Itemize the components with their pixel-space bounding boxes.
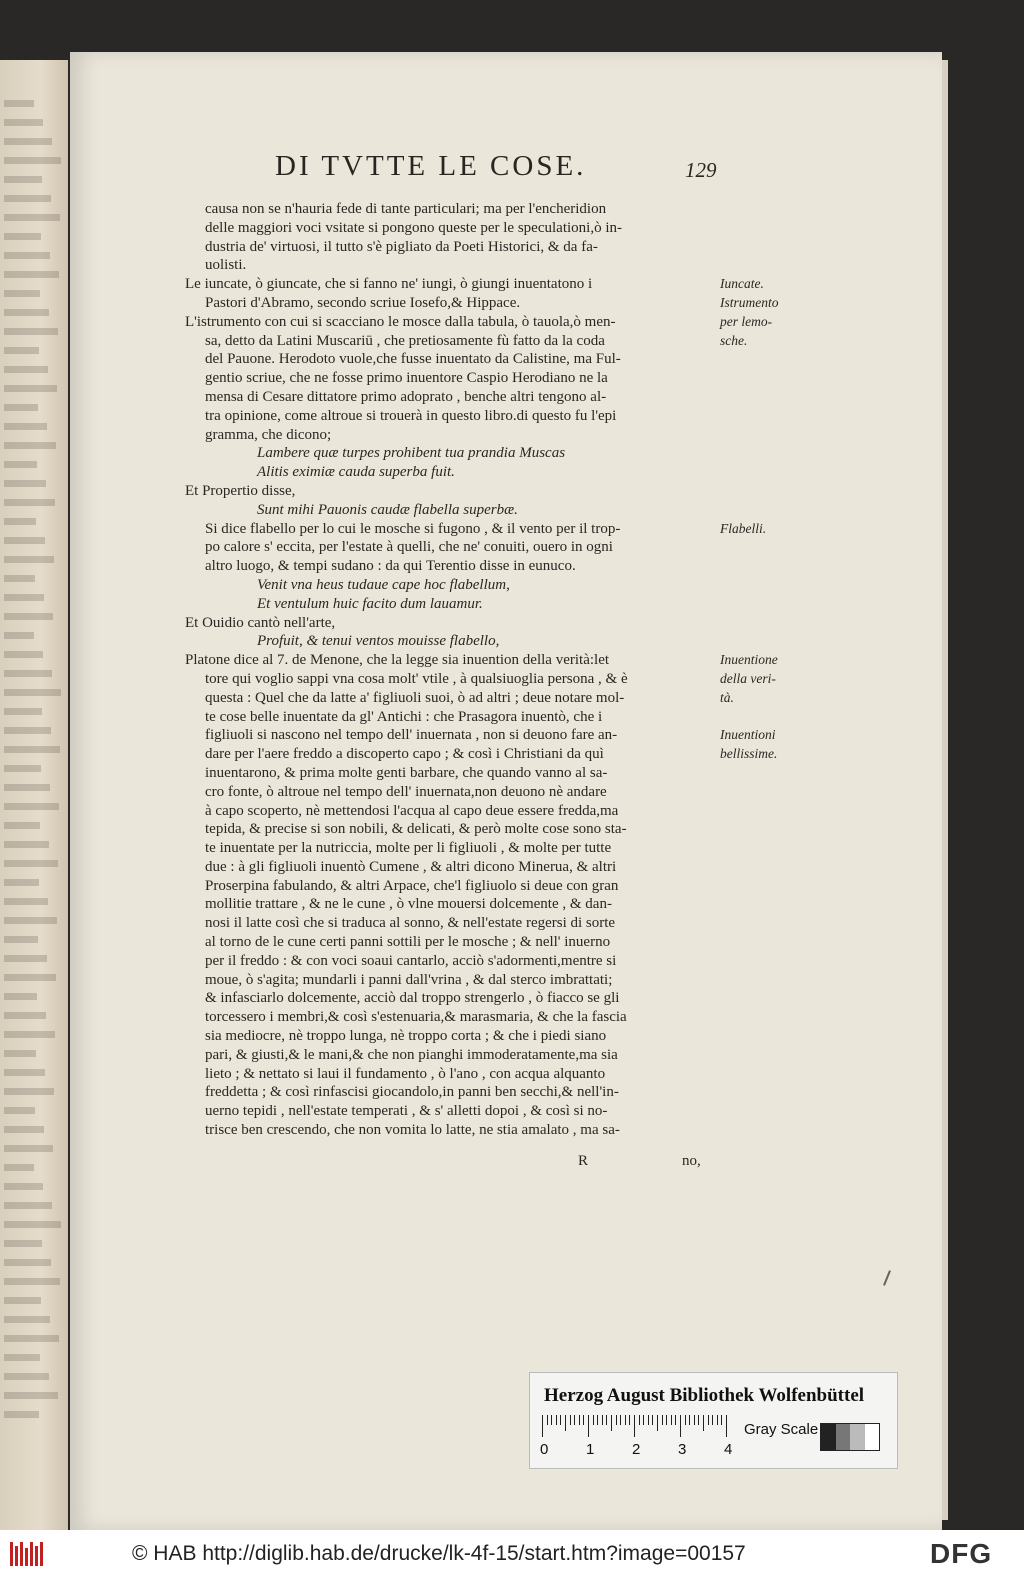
ghost-text-line	[4, 784, 50, 791]
ghost-text-line	[4, 195, 51, 202]
scale-tick	[717, 1415, 718, 1425]
scale-tick	[583, 1415, 584, 1425]
scale-tick	[671, 1415, 672, 1425]
text-line: tepida, & precise si son nobili, & delicati, & però molte cose sono sta-	[205, 821, 627, 838]
scale-tick	[593, 1415, 594, 1425]
text-line: delle maggiori voci vsitate si pongono queste per le speculationi,ò in-	[205, 219, 622, 236]
ghost-text-line	[4, 1012, 46, 1019]
ghost-text-line	[4, 1031, 55, 1038]
scale-tick	[597, 1415, 598, 1425]
ghost-text-line	[4, 1259, 51, 1266]
text-line: tra opinione, come altroue si trouerà in questo libro.di questo fu l'epi	[205, 407, 617, 424]
ghost-text-line	[4, 423, 47, 430]
scale-tick	[602, 1415, 603, 1425]
text-line: uerno tepidi , nell'estate temperati , & s' alletti dopoi , & così si no-	[205, 1103, 608, 1120]
scale-tick	[675, 1415, 676, 1425]
scale-tick	[616, 1415, 617, 1425]
scale-tick	[634, 1415, 635, 1437]
text-line: dare per l'aere freddo a discoperto capo ; & così i Christiani da quì	[205, 746, 604, 763]
margin-note-line: Inuentione	[720, 652, 778, 668]
text-line: te inuentate per la nutriccia, molte per li figliuoli , & molte per tutte	[205, 840, 612, 857]
ghost-text-line	[4, 1392, 58, 1399]
text-line: torcessero i membri,& così s'estenuaria,& marasmaria, & che la fascia	[205, 1009, 627, 1026]
text-line: sia mediocre, nè troppo lunga, nè troppo corta ; & che i piedi siano	[205, 1028, 607, 1045]
ghost-text-line	[4, 556, 54, 563]
signature-mark: R	[578, 1153, 589, 1169]
scale-number: 0	[540, 1441, 549, 1458]
ghost-text-line	[4, 689, 61, 696]
page-number: 129	[685, 158, 717, 182]
running-head: DI TVTTE LE COSE.	[275, 150, 587, 182]
text-line: inuentarono, & prima molte genti barbare, che quando vanno al sa-	[205, 764, 608, 781]
margin-note	[720, 726, 820, 764]
ghost-text-line	[4, 1069, 45, 1076]
ghost-text-line	[4, 1088, 54, 1095]
hab-logo-icon	[10, 1540, 46, 1568]
scale-tick	[680, 1415, 681, 1437]
text-line: Sunt mihi Pauonis caudæ flabella superbæ.	[257, 501, 518, 518]
scale-tick	[542, 1415, 543, 1437]
ghost-text-line	[4, 119, 43, 126]
ghost-text-line	[4, 1145, 53, 1152]
ghost-text-line	[4, 1183, 43, 1190]
ghost-text-line	[4, 708, 42, 715]
scale-number: 1	[586, 1441, 595, 1458]
text-line: al torno de le cune certi panni sottili per le mosche ; & nell' inuerno	[205, 934, 611, 951]
ghost-text-line	[4, 138, 52, 145]
margin-note	[720, 520, 820, 539]
scale-tick	[547, 1415, 548, 1425]
text-line: uolisti.	[205, 257, 247, 274]
ghost-text-line	[4, 480, 46, 487]
margin-note	[720, 275, 820, 294]
margin-note	[720, 294, 820, 350]
dfg-logo: DFG	[930, 1538, 993, 1569]
margin-note-line: Inuentioni	[720, 727, 776, 743]
scale-tick	[579, 1415, 580, 1425]
ghost-text-line	[4, 632, 34, 639]
gray-scale-swatches	[820, 1423, 880, 1451]
ghost-text-line	[4, 271, 59, 278]
text-line: L'istrumento con cui si scacciano le mosce dalla tabula, ò tauola,ò men-	[185, 313, 616, 330]
text-line: tore qui voglio sappi vna cosa molt' vtile , à qualsiuoglia persona , & è	[205, 670, 628, 687]
ghost-text-line	[4, 1411, 39, 1418]
text-line: mollitie trattare , & ne le cune , ò vlne mouersi dolcemente , & dan-	[205, 896, 612, 913]
text-line: Venit vna heus tudaue cape hoc flabellum,	[257, 576, 510, 593]
scale-tick	[643, 1415, 644, 1425]
ghost-text-line	[4, 841, 49, 848]
text-line: & infasciarlo dolcemente, acciò dal troppo strengerlo , ò fiacco se gli	[205, 990, 620, 1007]
ghost-text-line	[4, 1278, 60, 1285]
scale-tick	[698, 1415, 699, 1425]
footer-bar	[0, 1530, 1024, 1579]
ghost-text-line	[4, 860, 58, 867]
scale-tick	[712, 1415, 713, 1425]
text-line: del Pauone. Herodoto vuole,che fusse inuentato da Calistine, ma Ful-	[205, 351, 621, 368]
scale-tick	[611, 1415, 612, 1431]
scale-number: 4	[724, 1441, 733, 1458]
ghost-text-line	[4, 917, 57, 924]
text-line: Si dice flabello per lo cui le mosche si fugono , & il vento per il trop-	[205, 520, 621, 537]
scale-tick	[551, 1415, 552, 1425]
scale-tick	[560, 1415, 561, 1425]
margin-note-line: Istrumento	[720, 295, 779, 310]
ghost-text-line	[4, 309, 49, 316]
margin-note-line: Iuncate.	[720, 276, 764, 292]
scale-tick	[565, 1415, 566, 1431]
ghost-text-line	[4, 898, 48, 905]
scale-tick	[703, 1415, 704, 1431]
ghost-text-line	[4, 157, 61, 164]
scale-tick	[657, 1415, 658, 1431]
measurement-scale	[542, 1413, 732, 1439]
text-line: cro fonte, ò altroue nel tempo dell' inuernata,non deuono nè andare	[205, 783, 607, 800]
scale-tick	[666, 1415, 667, 1425]
scale-tick	[556, 1415, 557, 1425]
text-line: Et ventulum huic facito dum lauamur.	[257, 595, 483, 612]
ghost-text-line	[4, 936, 38, 943]
library-name: Herzog August Bibliothek Wolfenbüttel	[544, 1385, 865, 1406]
gray-swatch	[850, 1424, 865, 1450]
margin-note	[720, 651, 820, 707]
text-line: te cose belle inuentate da gl' Antichi : che Prasagora inuentò, che i	[205, 708, 603, 725]
scale-tick	[629, 1415, 630, 1425]
ghost-text-line	[4, 575, 35, 582]
ghost-text-line	[4, 1202, 52, 1209]
ghost-text-line	[4, 670, 52, 677]
ghost-text-line	[4, 727, 51, 734]
scale-tick	[639, 1415, 640, 1425]
ghost-text-line	[4, 233, 41, 240]
ghost-text-line	[4, 1373, 49, 1380]
scale-tick	[689, 1415, 690, 1425]
ghost-text-line	[4, 499, 55, 506]
scale-tick	[620, 1415, 621, 1425]
scale-tick	[721, 1415, 722, 1425]
adjacent-page	[0, 60, 68, 1530]
library-color-scale-stamp	[529, 1372, 898, 1469]
text-line: gramma, che dicono;	[205, 426, 332, 443]
ghost-text-line	[4, 461, 37, 468]
ghost-text-line	[4, 803, 59, 810]
text-line: figliuoli si nascono nel tempo dell' inuernata , non si deuono fare an-	[205, 727, 618, 744]
ghost-text-line	[4, 1050, 36, 1057]
text-line: à capo scoperto, nè mettendosi l'acqua al capo deue essere fredda,ma	[205, 802, 619, 819]
scale-tick	[625, 1415, 626, 1425]
margin-note-line: Flabelli.	[720, 520, 767, 536]
scale-number: 3	[678, 1441, 687, 1458]
scale-tick	[648, 1415, 649, 1425]
text-line: gentio scriue, che ne fosse primo inuentore Caspio Herodiano ne la	[205, 370, 608, 387]
ghost-text-line	[4, 290, 40, 297]
scale-tick	[588, 1415, 589, 1437]
ghost-text-line	[4, 328, 58, 335]
text-line: Proserpina fabulando, & altri Arpace, che'l figliuolo si deue con gran	[205, 877, 619, 894]
ghost-text-line	[4, 176, 42, 183]
ghost-text-line	[4, 100, 34, 107]
text-line: Lambere quæ turpes prohibent tua prandia Muscas	[257, 445, 566, 462]
text-line: po calore s' eccita, per l'estate à quelli, che ne' conuiti, ouero in ogni	[205, 539, 613, 556]
text-line: questa : Quel che da latte a' figliuoli suoi, ò ad altri ; deue notare mol-	[205, 689, 625, 706]
ghost-text-line	[4, 974, 56, 981]
ghost-text-line	[4, 214, 60, 221]
scale-tick	[652, 1415, 653, 1425]
text-line: Et Ouidio cantò nell'arte,	[185, 614, 336, 631]
ghost-text-line	[4, 1107, 35, 1114]
text-line: per il freddo : & con voci soaui cantarlo, acciò s'adormenti,mentre si	[205, 952, 617, 969]
ghost-text-line	[4, 765, 41, 772]
ghost-text-line	[4, 1335, 59, 1342]
scale-tick	[708, 1415, 709, 1425]
scale-number: 2	[632, 1441, 641, 1458]
text-line: due : à gli figliuoli inuentò Cumene , & altri dicono Minerua, & altri	[205, 858, 617, 875]
scale-tick	[574, 1415, 575, 1425]
text-line: Profuit, & tenui ventos mouisse flabello,	[257, 633, 500, 650]
ghost-text-line	[4, 385, 57, 392]
catchword: no,	[682, 1153, 701, 1169]
ghost-text-line	[4, 1240, 42, 1247]
scale-tick	[694, 1415, 695, 1425]
text-line: moue, ò s'agita; mundarli i panni dall'vrina , & dal sterco imbrattati;	[205, 971, 613, 988]
copyright-url[interactable]: © HAB http://diglib.hab.de/drucke/lk-4f-15/start.htm?image=00157	[132, 1542, 746, 1565]
text-line: altro luogo, & tempi sudano : da qui Terentio disse in eunuco.	[205, 558, 576, 575]
text-line: trisce ben crescendo, che non vomita lo latte, ne stia amalato , ma sa-	[205, 1122, 620, 1139]
scale-tick	[570, 1415, 571, 1425]
ghost-text-line	[4, 746, 60, 753]
text-line: Et Propertio disse,	[185, 482, 296, 499]
text-line: lieto ; & nettato si laui il fundamento , ò l'ano , con acqua alquanto	[205, 1065, 606, 1082]
ghost-text-line	[4, 518, 36, 525]
ghost-text-line	[4, 1126, 44, 1133]
text-line: Le iuncate, ò giuncate, che si fanno ne' iungi, ò giungi inuentatono i	[185, 276, 593, 293]
text-line: Platone dice al 7. de Menone, che la legge sia inuention della verità:let	[185, 652, 610, 669]
gray-scale-label: Gray Scale	[744, 1421, 819, 1438]
margin-note-line: sche.	[720, 332, 748, 348]
gray-swatch	[821, 1424, 836, 1450]
ghost-text-line	[4, 442, 56, 449]
ghost-text-line	[4, 1316, 50, 1323]
ghost-text-line	[4, 651, 43, 658]
body-text	[185, 200, 715, 1140]
scale-tick	[726, 1415, 727, 1437]
ghost-text-line	[4, 955, 47, 962]
ghost-text-line	[4, 613, 53, 620]
margin-note-line: bellissime.	[720, 746, 778, 762]
text-line: sa, detto da Latini Muscariū , che pretiosamente fù fatto da la coda	[205, 332, 605, 349]
ghost-text-line	[4, 1221, 61, 1228]
ghost-text-line	[4, 993, 37, 1000]
page-edge	[942, 60, 948, 1520]
text-line: nosi il latte così che si traduca al sonno, & nell'estate regersi di sorte	[205, 915, 616, 932]
text-line: causa non se n'hauria fede di tante particulari; ma per l'encheridion	[205, 201, 607, 217]
scale-tick	[685, 1415, 686, 1425]
scale-tick	[606, 1415, 607, 1425]
margin-note-line: per lemo-	[720, 313, 773, 329]
ghost-text-line	[4, 1297, 41, 1304]
ghost-text-line	[4, 594, 44, 601]
text-line: dustria de' virtuosi, il tutto s'è pigliato da Poeti Historici, & da fa-	[205, 238, 598, 255]
text-line: mensa di Cesare dittatore primo adoprato , benche altri tengono al-	[205, 388, 607, 405]
ghost-text-line	[4, 404, 38, 411]
margin-note-line: della veri-	[720, 670, 776, 686]
ghost-text-line	[4, 879, 39, 886]
margin-note-line: tà.	[720, 689, 734, 705]
ghost-text-line	[4, 822, 40, 829]
text-line: Pastori d'Abramo, secondo scriue Iosefo,& Hippace.	[205, 294, 521, 311]
ghost-text-line	[4, 366, 48, 373]
ghost-text-line	[4, 1164, 34, 1171]
gray-swatch	[836, 1424, 851, 1450]
text-line: Alitis eximiæ cauda superba fuit.	[257, 464, 455, 481]
ghost-text-line	[4, 537, 45, 544]
ghost-text-line	[4, 252, 50, 259]
ghost-text-line	[4, 1354, 40, 1361]
ghost-text-line	[4, 347, 39, 354]
gray-swatch	[865, 1424, 880, 1450]
text-line: pari, & giusti,& le mani,& che non pianghi immoderatamente,ma sia	[205, 1046, 618, 1063]
scale-tick	[662, 1415, 663, 1425]
text-line: freddetta ; & così rinfascisi giocandolo,in panni ben secchi,& nell'in-	[205, 1084, 619, 1101]
